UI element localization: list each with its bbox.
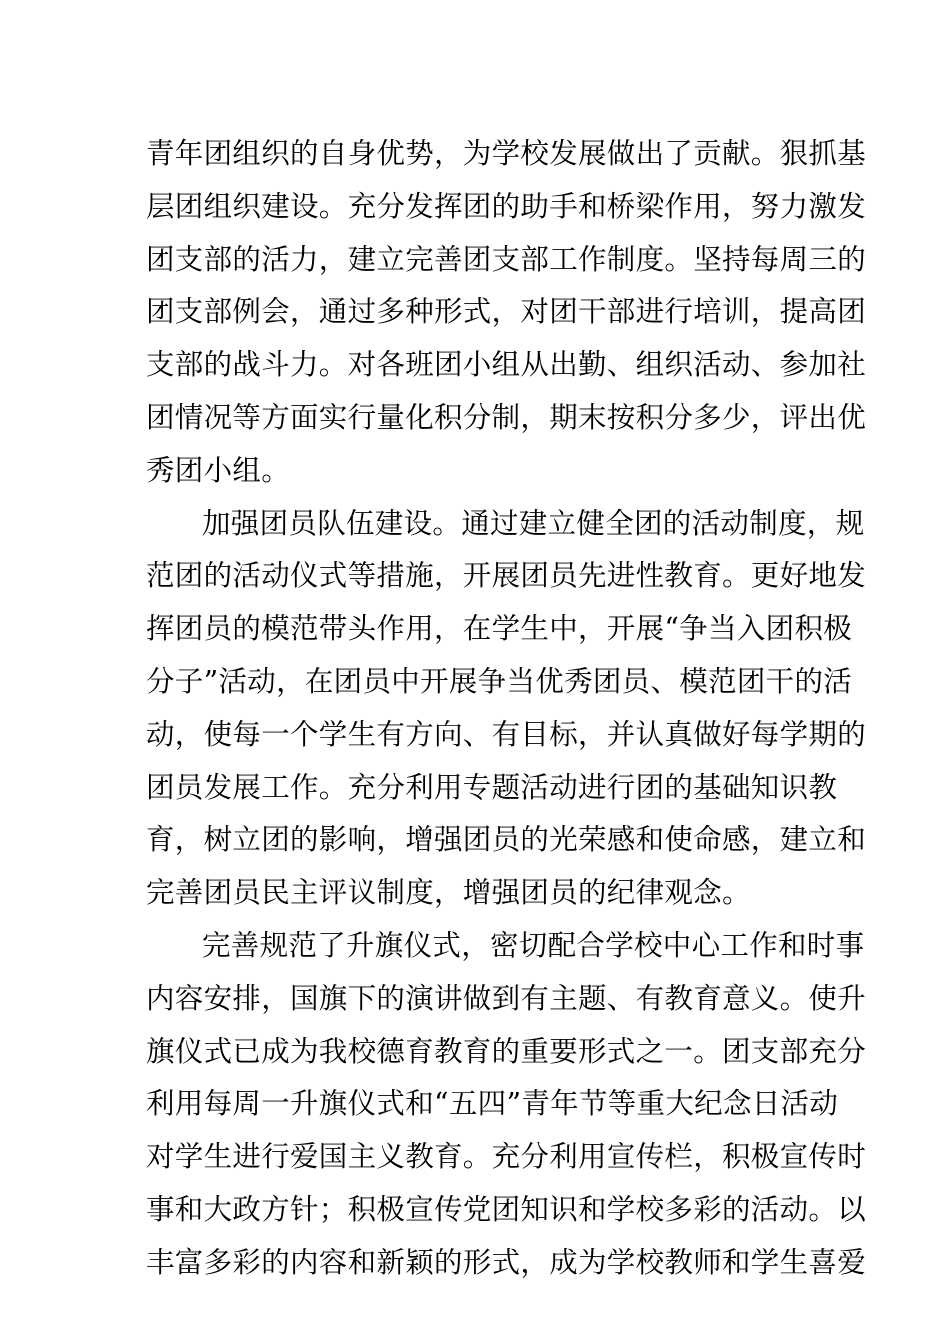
text-line: 利用每周一升旗仪式和“五四”青年节等重大纪念日活动	[146, 1087, 839, 1121]
text-line: 分子”活动，在团员中开展争当优秀团员、模范团干的活	[146, 664, 853, 698]
text-line: 挥团员的模范带头作用，在学生中，开展“争当入团积极	[146, 612, 853, 646]
text-line: 青年团组织的自身优势，为学校发展做出了贡献。狠抓基	[146, 137, 867, 170]
text-line: 内容安排，国旗下的演讲做到有主题、有教育意义。使升	[146, 981, 867, 1015]
text-line: 团支部例会，通过多种形式，对团干部进行培训，提高团	[146, 295, 867, 329]
text-line: 团员发展工作。充分利用专题活动进行团的基础知识教	[146, 770, 838, 804]
text-line: 团情况等方面实行量化积分制，期末按积分多少，评出优	[146, 400, 867, 434]
paragraph-1	[146, 128, 867, 498]
text-line: 丰富多彩的内容和新颖的形式，成为学校教师和学生喜爱	[146, 1245, 867, 1279]
paragraph-2	[146, 498, 867, 920]
text-line: 秀团小组。	[146, 453, 291, 487]
text-line: 层团组织建设。充分发挥团的助手和桥梁作用，努力激发	[146, 189, 867, 223]
text-line: 动，使每一个学生有方向、有目标，并认真做好每学期的	[146, 717, 867, 751]
text-line: 育，树立团的影响，增强团员的光荣感和使命感，建立和	[146, 823, 867, 857]
text-line: 对学生进行爱国主义教育。充分利用宣传栏，积极宣传时	[146, 1140, 867, 1174]
text-line: 范团的活动仪式等措施，开展团员先进性教育。更好地发	[146, 559, 867, 593]
paragraph-3	[146, 920, 867, 1290]
text-line: 完善团员民主评议制度，增强团员的纪律观念。	[146, 876, 751, 910]
text-line: 完善规范了升旗仪式，密切配合学校中心工作和时事	[202, 928, 865, 962]
document-body	[146, 128, 867, 1290]
text-line: 加强团员队伍建设。通过建立健全团的活动制度，规	[202, 506, 865, 540]
text-line: 事和大政方针；积极宣传党团知识和学校多彩的活动。以	[146, 1192, 867, 1226]
text-line: 支部的战斗力。对各班团小组从出勤、组织活动、参加社	[146, 348, 867, 382]
text-line: 旗仪式已成为我校德育教育的重要形式之一。团支部充分	[146, 1034, 867, 1068]
text-line: 团支部的活力，建立完善团支部工作制度。坚持每周三的	[146, 242, 867, 276]
